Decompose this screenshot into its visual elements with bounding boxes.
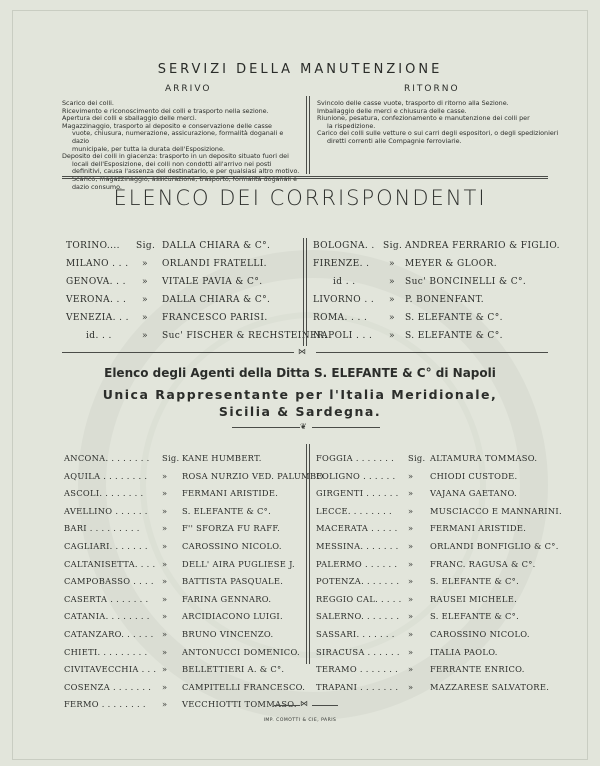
arrivo-line: dazio consumo.: [72, 182, 122, 191]
mark: »: [162, 523, 168, 534]
list-item: [316, 593, 518, 604]
list-item: [66, 277, 263, 287]
city: BOLOGNA. .: [313, 241, 375, 251]
city: AVELLINO . . . . . .: [64, 505, 148, 516]
city: ANCONA. . . . . . . .: [64, 453, 150, 463]
agent-name: FERRANTE ENRICO.: [430, 664, 525, 675]
city: REGGIO CAL. . . . .: [316, 593, 402, 604]
firm: FRANCESCO PARISI.: [162, 313, 268, 323]
printer-imprint: IMP. COMOTTI & CIE, PARIS: [263, 718, 337, 723]
city: GIRGENTI . . . . . .: [316, 488, 399, 499]
arrivo-line: Scarico, magazzinaggio, assicurazione, trasporto, formalità doganali e: [72, 174, 298, 183]
list-item: [316, 629, 530, 639]
city: POTENZA. . . . . . .: [316, 576, 400, 587]
agent-name: RAUSEI MICHELE.: [430, 593, 518, 604]
agent-name: S. ELEFANTE & C°.: [430, 611, 520, 622]
list-item: [64, 470, 324, 481]
arrivo-line: Scarico dei colli.: [62, 99, 114, 107]
list-item: [64, 629, 274, 639]
mark: »: [389, 295, 395, 305]
firm: ANDREA FERRARIO & FIGLIO.: [405, 241, 560, 251]
list-item: [66, 259, 267, 269]
city: MESSINA. . . . . . .: [316, 541, 399, 551]
mark: »: [162, 681, 168, 692]
list-item: [66, 313, 268, 323]
agent-name: MUSCIACCO E MANNARINI.: [430, 505, 562, 516]
city: MACERATA . . . . .: [316, 523, 398, 534]
mark: »: [162, 699, 168, 710]
list-item: [316, 681, 550, 692]
mark: »: [162, 488, 168, 499]
agent-name: FRANC. RAGUSA & C°.: [430, 558, 536, 569]
ritorno-line: Imballaggio delle merci e chiusura delle casse.: [317, 106, 467, 115]
city: CIVITAVECCHIA . . .: [64, 664, 157, 675]
agent-name: ARCIDIACONO LUIGI.: [182, 611, 283, 622]
ritorno-line: la rispedizione.: [327, 121, 376, 130]
list-item: [64, 523, 281, 534]
list-item: [316, 523, 527, 534]
mark: »: [408, 681, 414, 692]
mark: Sig.: [408, 453, 426, 463]
mark: »: [408, 470, 414, 481]
agent-name: CAROSSINO NICOLO.: [430, 629, 530, 639]
agent-name: CAMPITELLI FRANCESCO.: [182, 681, 306, 692]
firm: S. ELEFANTE & C°.: [405, 313, 503, 323]
arrivo-line: definitivi, causa l'assenza del destinatario, e per qualsiasi altro motivo.: [72, 167, 300, 176]
mark: »: [389, 313, 395, 323]
city: BARI . . . . . . . . .: [64, 523, 140, 534]
arrivo-line: Magazzinaggio, trasporto al deposito e conservazione delle casse: [62, 121, 272, 130]
firm: S. ELEFANTE & C°.: [405, 331, 503, 341]
agent-name: BELLETTIERI A. & C°.: [182, 664, 285, 675]
list-item: [64, 664, 285, 675]
mark: »: [162, 593, 168, 604]
arrivo-line: Deposito dei colli in giacenza: trasporto in un deposito situato fuori dei: [62, 152, 289, 161]
city: FERMO . . . . . . . .: [64, 699, 146, 710]
city: FOLIGNO . . . . . .: [316, 470, 396, 481]
city: SALERNO. . . . . . .: [316, 611, 400, 622]
city: LIVORNO . .: [313, 295, 375, 305]
agent-name: VECCHIOTTI TOMMASO.: [182, 699, 297, 710]
list-item: [333, 277, 527, 287]
city: CHIETI. . . . . . . . .: [64, 646, 148, 657]
agent-name: ALTAMURA TOMMASO.: [430, 453, 538, 463]
agent-name: FERMANI ARISTIDE.: [430, 523, 527, 534]
agent-name: ORLANDI BONFIGLIO & C°.: [430, 541, 559, 551]
ritorno-line: Svincolo delle casse vuote, trasporto di ritorno alla Sezione.: [317, 99, 509, 107]
list-item: [316, 488, 518, 499]
arrivo-heading: ARRIVO: [165, 84, 212, 94]
ritorno-line: Carico dei colli sulle vetture o sui carri degli espositori, o degli spedizionieri: [317, 129, 559, 138]
list-item: [316, 505, 562, 516]
mark: »: [408, 646, 414, 657]
ornament-icon: ❦: [300, 422, 307, 431]
agent-name: S. ELEFANTE & C°.: [430, 576, 520, 587]
arrivo-line: municipale, per tutta la durata dell'Esposizione.: [72, 144, 225, 153]
agent-name: KANE HUMBERT.: [182, 453, 262, 463]
mark: »: [142, 313, 148, 323]
agent-name: VAJANA GAETANO.: [430, 488, 518, 499]
list-item: [64, 541, 282, 551]
list-item: [64, 505, 272, 516]
list-item: [64, 593, 272, 604]
firm: Suc' BONCINELLI & C°.: [405, 277, 527, 287]
firm: Suc' FISCHER & RECHSTEINER.: [162, 331, 328, 341]
agents-subheading-line1: Unica Rappresentante per l'Italia Meridionale,: [102, 387, 498, 402]
city: GENOVA. . .: [66, 277, 126, 287]
list-item: [66, 295, 271, 305]
ornament-icon: ⋈: [298, 347, 306, 356]
agent-name: F'' SFORZA FU RAFF.: [182, 523, 281, 534]
mark: »: [408, 576, 414, 587]
list-item: [64, 488, 279, 499]
mark: »: [408, 505, 414, 516]
city: CALTANISETTA. . . .: [64, 558, 156, 569]
ornament-rule-left: [232, 427, 300, 428]
mark: »: [408, 523, 414, 534]
firm: VITALE PAVIA & C°.: [162, 277, 263, 287]
agent-name: CAROSSINO NICOLO.: [182, 541, 282, 551]
agents-heading: Elenco degli Agenti della Ditta S. ELEFANTE & C° di Napoli: [104, 366, 496, 380]
agent-name: BATTISTA PASQUALE.: [182, 576, 284, 587]
mark: Sig.: [162, 453, 180, 463]
agent-name: BRUNO VINCENZO.: [182, 629, 274, 639]
firm: ORLANDI FRATELLI.: [162, 259, 267, 269]
list-item: [316, 470, 518, 481]
agent-name: ANTONUCCI DOMENICO.: [182, 646, 300, 657]
city: ROMA. . . .: [313, 313, 368, 323]
mark: »: [408, 488, 414, 499]
mark: »: [162, 541, 168, 551]
list-item: [316, 541, 559, 551]
ornament-rule-left: [62, 352, 294, 353]
city: FIRENZE. .: [313, 259, 370, 269]
list-item: [64, 611, 283, 622]
section-rule: [62, 178, 548, 179]
ritorno-heading: RITORNO: [404, 84, 460, 94]
list-item: [316, 576, 520, 587]
city: TRAPANI . . . . . . .: [316, 681, 399, 692]
list-item: [64, 699, 297, 710]
city: SASSARI. . . . . . .: [316, 629, 395, 639]
list-item: [313, 259, 497, 269]
list-item: [316, 558, 536, 569]
maintenance-title: SERVIZI DELLA MANUTENZIONE: [157, 62, 443, 77]
city: MILANO . . .: [66, 259, 129, 269]
mark: »: [142, 277, 148, 287]
ornament-rule-right: [312, 427, 380, 428]
list-item: [64, 646, 300, 657]
agent-name: DELL' AIRA PUGLIESE J.: [182, 558, 295, 569]
agent-name: FERMANI ARISTIDE.: [182, 488, 279, 499]
mark: »: [162, 664, 168, 675]
mark: »: [162, 629, 168, 639]
mark: »: [142, 259, 148, 269]
list-item: [316, 646, 498, 657]
city: SIRACUSA . . . . . .: [316, 646, 400, 657]
list-item: [313, 331, 503, 341]
mark: »: [142, 295, 148, 305]
mark: Sig.: [136, 241, 156, 251]
maintenance-divider: [309, 96, 310, 174]
list-item: [64, 576, 284, 587]
mark: »: [162, 470, 168, 481]
ritorno-list: [317, 99, 559, 146]
city: CAGLIARI. . . . . . .: [64, 541, 148, 551]
arrivo-line: locali dell'Esposizione, dei colli non condotti all'arrivo nei posti: [72, 159, 272, 168]
footer-rule-left: [274, 705, 300, 706]
firm: DALLA CHIARA & C°.: [162, 295, 271, 305]
list-item: [316, 664, 525, 675]
correspondents-divider: [303, 238, 304, 346]
ritorno-line: Riunione, pesatura, confezionamento e manutenzione dei colli per: [317, 114, 530, 123]
ornament-rule-right: [316, 352, 548, 353]
mark: »: [162, 646, 168, 657]
city: TORINO....: [66, 241, 120, 251]
mark: »: [389, 331, 395, 341]
list-item: [86, 331, 328, 341]
mark: »: [162, 558, 168, 569]
city: CASERTA . . . . . . .: [64, 593, 149, 604]
agent-name: ITALIA PAOLO.: [430, 646, 498, 657]
agents-divider: [309, 444, 310, 664]
city: CATANZARO. . . . . .: [64, 629, 154, 639]
arrivo-line: Apertura dei colli e sballaggio delle merci.: [62, 114, 197, 123]
mark: »: [162, 611, 168, 622]
agents-subheading: [0, 386, 600, 420]
list-item: [313, 295, 485, 305]
city: AQUILA . . . . . . . .: [64, 470, 148, 481]
list-item: [316, 611, 520, 622]
city: LECCE. . . . . . . .: [316, 505, 392, 516]
mark: Sig.: [383, 241, 403, 251]
mark: »: [408, 558, 414, 569]
city: id . .: [333, 277, 356, 287]
section-rule: [62, 176, 548, 177]
agent-name: CHIODI CUSTODE.: [430, 470, 518, 481]
mark: »: [162, 505, 168, 516]
list-item: [64, 558, 295, 569]
arrivo-line: vuote, chiusura, numerazione, assicurazione, formalità doganali e dazio: [72, 129, 284, 145]
ritorno-line: diretti correnti alle Compagnie ferroviarie.: [327, 136, 462, 145]
mark: »: [162, 576, 168, 587]
agent-name: FARINA GENNARO.: [182, 593, 272, 604]
maintenance-divider: [306, 96, 307, 174]
list-item: [66, 241, 271, 251]
city: VENEZIA. . .: [66, 313, 129, 323]
mark: »: [408, 629, 414, 639]
list-item: [313, 313, 503, 323]
agents-subheading-line2: Sicilia & Sardegna.: [218, 404, 382, 419]
agent-name: ROSA NURZIO VED. PALUMBO: [182, 470, 324, 481]
list-item: [64, 453, 262, 463]
watermark-seal-inner: [140, 312, 486, 658]
city: FOGGIA . . . . . . .: [316, 453, 395, 463]
list-item: [313, 241, 560, 251]
agent-name: MAZZARESE SALVATORE.: [430, 681, 550, 692]
list-item: [64, 681, 306, 692]
city: CATANIA. . . . . . . .: [64, 611, 150, 622]
list-item: [316, 453, 538, 463]
mark: »: [408, 541, 414, 551]
city: PALERMO . . . . . .: [316, 558, 398, 569]
correspondents-divider: [306, 238, 307, 346]
mark: »: [408, 611, 414, 622]
mark: »: [389, 259, 395, 269]
correspondents-title: ELENCO DEI CORRISPONDENTI: [113, 186, 487, 210]
mark: »: [408, 664, 414, 675]
city: VERONA. . .: [66, 295, 127, 305]
mark: »: [389, 277, 395, 287]
firm: DALLA CHIARA & C°.: [162, 241, 271, 251]
city: COSENZA . . . . . . .: [64, 681, 152, 692]
mark: »: [408, 593, 414, 604]
agents-divider: [306, 444, 307, 664]
agent-name: S. ELEFANTE & C°.: [182, 505, 272, 516]
city: id. . .: [86, 331, 112, 341]
city: ASCOLI. . . . . . . .: [64, 488, 144, 499]
footer-ornament-icon: ⋈: [300, 699, 308, 708]
city: TERAMO . . . . . . .: [316, 664, 399, 675]
city: NAPOLI . . .: [313, 331, 373, 341]
firm: MEYER & GLOOR.: [405, 259, 497, 269]
city: CAMPOBASSO . . . .: [64, 576, 154, 587]
mark: »: [142, 331, 148, 341]
firm: P. BONENFANT.: [405, 295, 485, 305]
footer-rule-right: [312, 705, 338, 706]
arrivo-line: Ricevimento e riconoscimento dei colli e trasporto nella sezione.: [62, 106, 269, 115]
